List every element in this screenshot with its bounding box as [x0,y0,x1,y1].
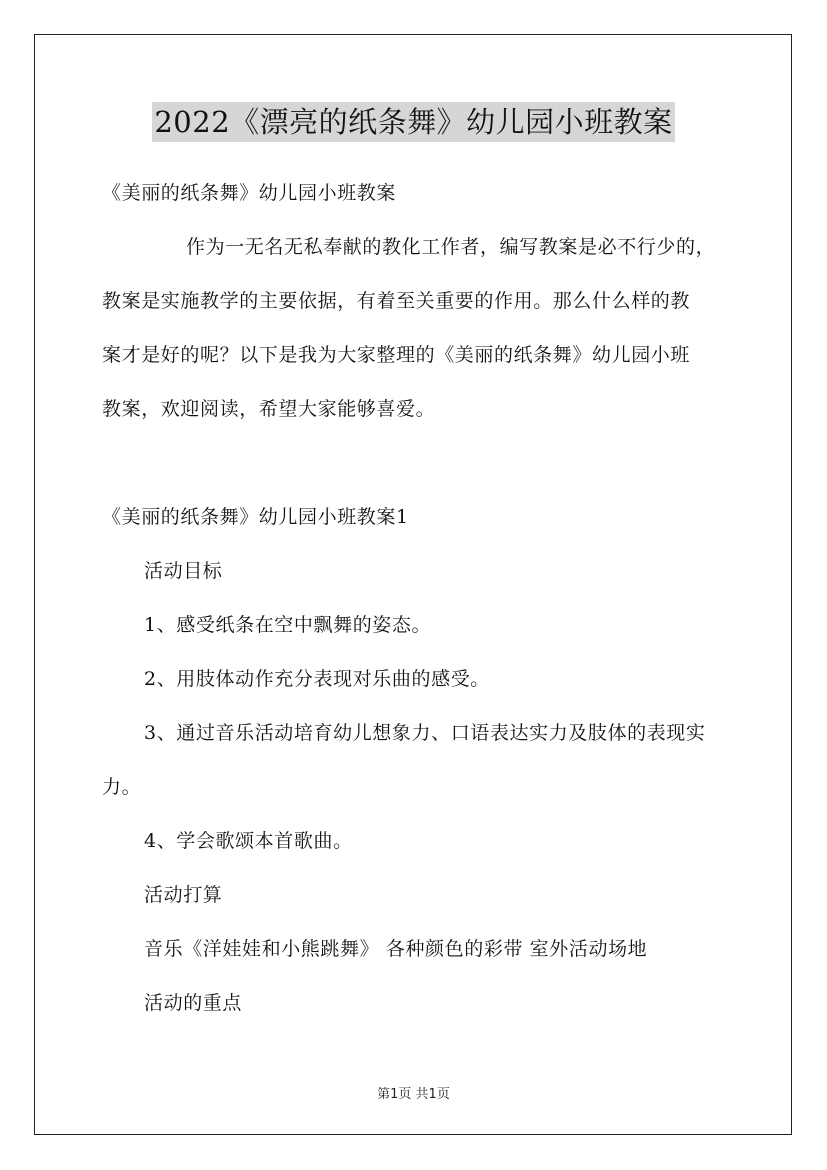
goal-item-4: 4、学会歌颂本首歌曲。 [144,830,353,852]
intro-line-2: 教案是实施教学的主要依据，有着至关重要的作用。那么什么样的教 [102,290,691,312]
title-container [0,102,827,142]
intro-line-4: 教案，欢迎阅读，希望大家能够喜爱。 [102,398,436,420]
section-heading: 《美丽的纸条舞》幼儿园小班教案1 [102,506,409,528]
intro-line-3: 案才是好的呢？以下是我为大家整理的《美丽的纸条舞》幼儿园小班 [102,344,691,366]
goal-item-3-cont: 力。 [102,776,142,798]
page-footer: 第1页 共1页 [377,1087,450,1102]
document-title: 2022《漂亮的纸条舞》幼儿园小班教案 [152,102,674,142]
intro-line-1: 作为一无名无私奉献的教化工作者，编写教案是必不行少的， [186,236,716,258]
goal-item-3: 3、通过音乐活动培育幼儿想象力、口语表达实力及肢体的表现实 [144,722,706,744]
activity-prep-heading: 活动打算 [144,884,223,906]
goal-item-1: 1、感受纸条在空中飘舞的姿态。 [144,614,432,636]
doc-subtitle: 《美丽的纸条舞》幼儿园小班教案 [102,182,397,204]
activity-prep-content: 音乐《洋娃娃和小熊跳舞》 各种颜色的彩带 室外活动场地 [144,938,648,960]
activity-focus-heading: 活动的重点 [144,992,243,1014]
goal-item-2: 2、用肢体动作充分表现对乐曲的感受。 [144,668,490,690]
activity-goal-heading: 活动目标 [144,560,223,582]
